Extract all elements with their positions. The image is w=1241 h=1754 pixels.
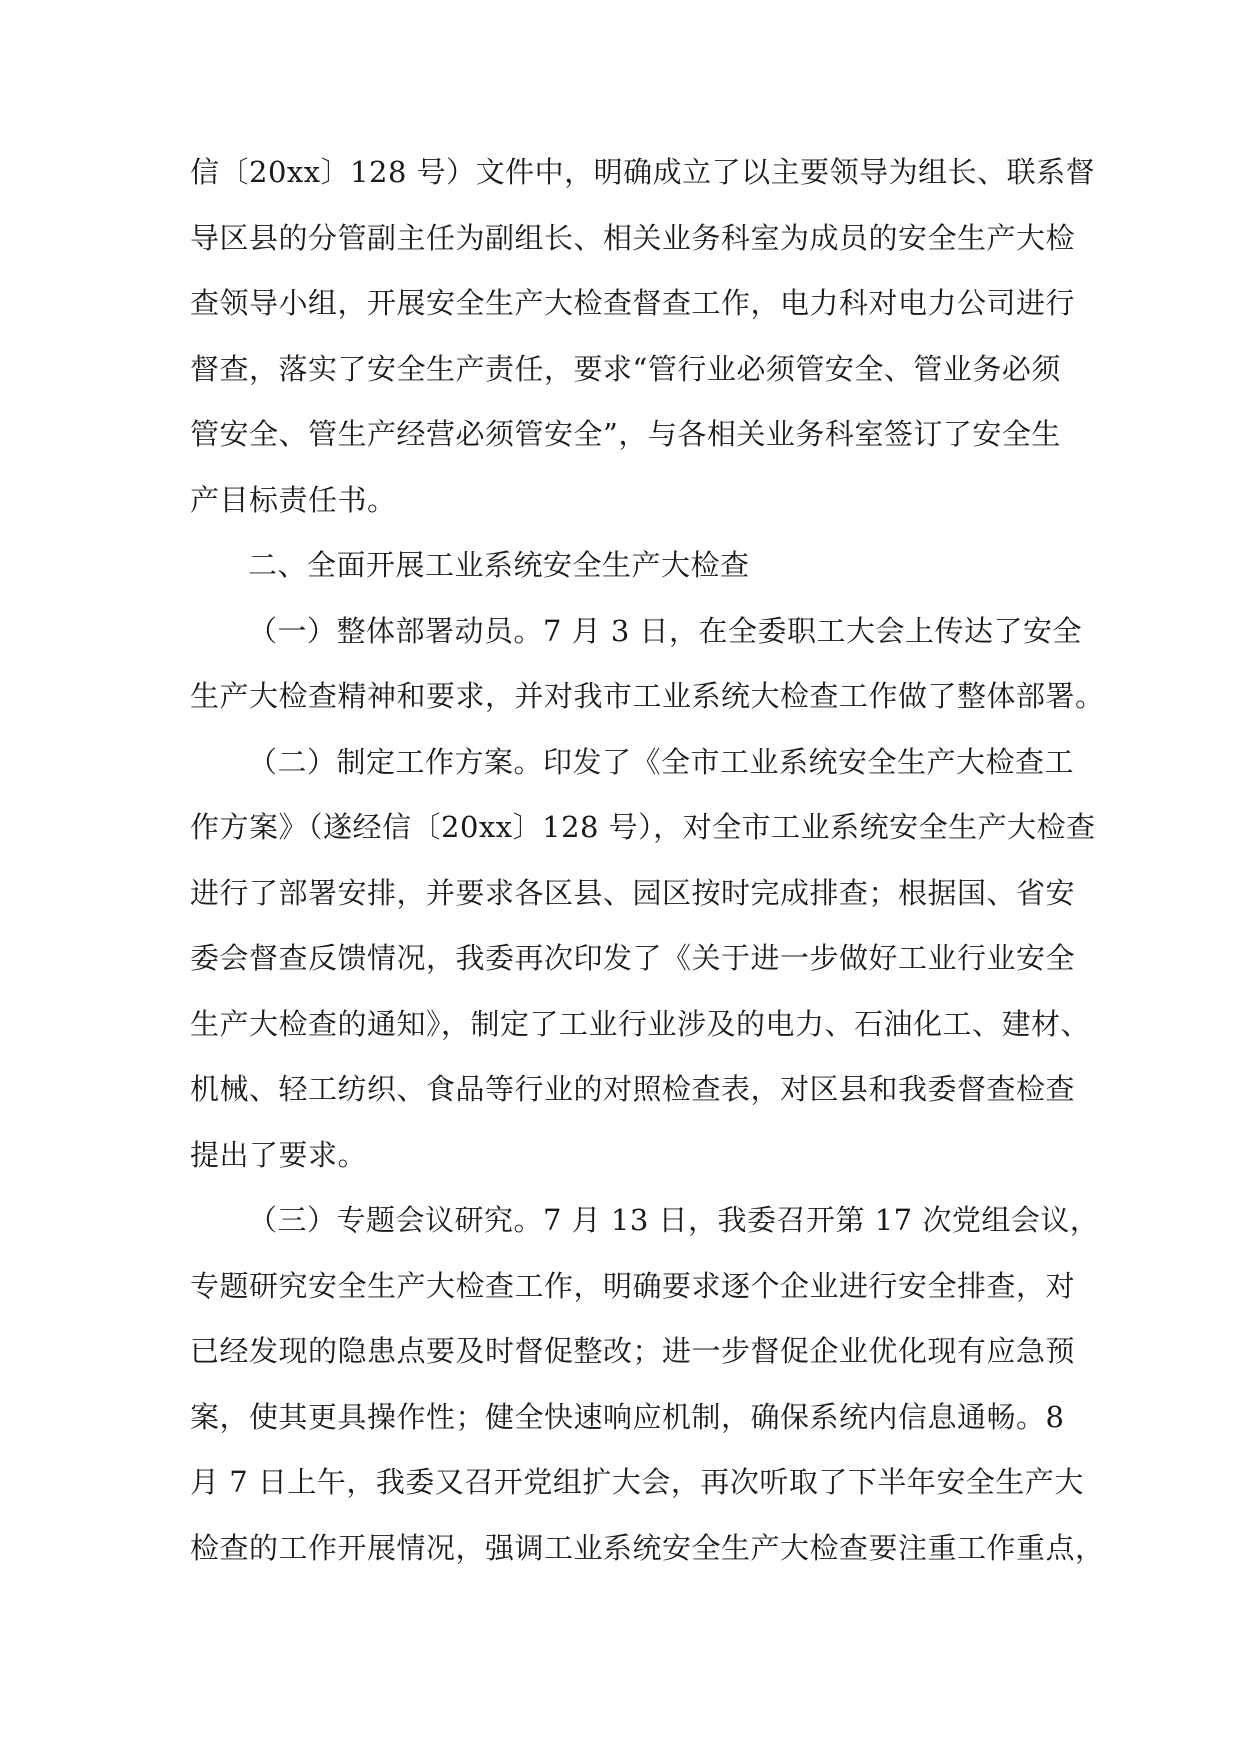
text-line: 生产大检查的通知》，制定了工业行业涉及的电力、石油化工、建材、	[190, 1006, 1091, 1041]
text-line: 产目标责任书。	[190, 482, 397, 517]
text-line: 委会督查反馈情况，我委再次印发了《关于进一步做好工业行业安全	[190, 941, 1076, 975]
text-line: （一）整体部署动员。7 月 3 日，在全委职工大会上传达了安全	[248, 613, 1083, 648]
text-line: 进行了部署安排，并要求各区县、园区按时完成排查；根据国、省安	[190, 875, 1076, 910]
section-heading: 二、全面开展工业系统安全生产大检查	[248, 548, 750, 582]
text-line: 专题研究安全生产大检查工作，明确要求逐个企业进行安全排查，对	[190, 1268, 1076, 1303]
text-line: （二）制定工作方案。印发了《全市工业系统安全生产大检查工	[248, 744, 1075, 779]
text-line: 督查，落实了安全生产责任，要求“管行业必须管安全、管业务必须	[190, 351, 1061, 386]
text-line: 提出了要求。	[190, 1137, 368, 1172]
text-line: 管安全、管生产经营必须管安全”，与各相关业务科室签订了安全生	[190, 417, 1061, 451]
text-line: 机械、轻工纺织、食品等行业的对照检查表，对区县和我委督查检查	[190, 1072, 1076, 1106]
text-line: 导区县的分管副主任为副组长、相关业务科室为成员的安全生产大检	[190, 220, 1076, 255]
text-line: 月 7 日上午，我委又召开党组扩大会，再次听取了下半年安全生产大	[190, 1465, 1084, 1499]
text-line: 检查的工作开展情况，强调工业系统安全生产大检查要注重工作重点，	[190, 1530, 1105, 1565]
document-body	[190, 140, 1105, 1581]
text-line: 查领导小组，开展安全生产大检查督查工作，电力科对电力公司进行	[190, 286, 1076, 320]
text-line: （三）专题会议研究。7 月 13 日，我委召开第 17 次党组会议，	[248, 1203, 1100, 1237]
text-line: 信〔20xx〕128 号）文件中，明确成立了以主要领导为组长、联系督	[190, 155, 1096, 189]
text-line: 生产大检查精神和要求，并对我市工业系统大检查工作做了整体部署。	[190, 679, 1105, 713]
text-line: 已经发现的隐患点要及时督促整改；进一步督促企业优化现有应急预	[190, 1334, 1076, 1368]
text-line: 作方案》（遂经信〔20xx〕128 号），对全市工业系统安全生产大检查	[190, 810, 1096, 844]
text-line: 案，使其更具操作性；健全快速响应机制，确保系统内信息通畅。8	[190, 1399, 1065, 1434]
